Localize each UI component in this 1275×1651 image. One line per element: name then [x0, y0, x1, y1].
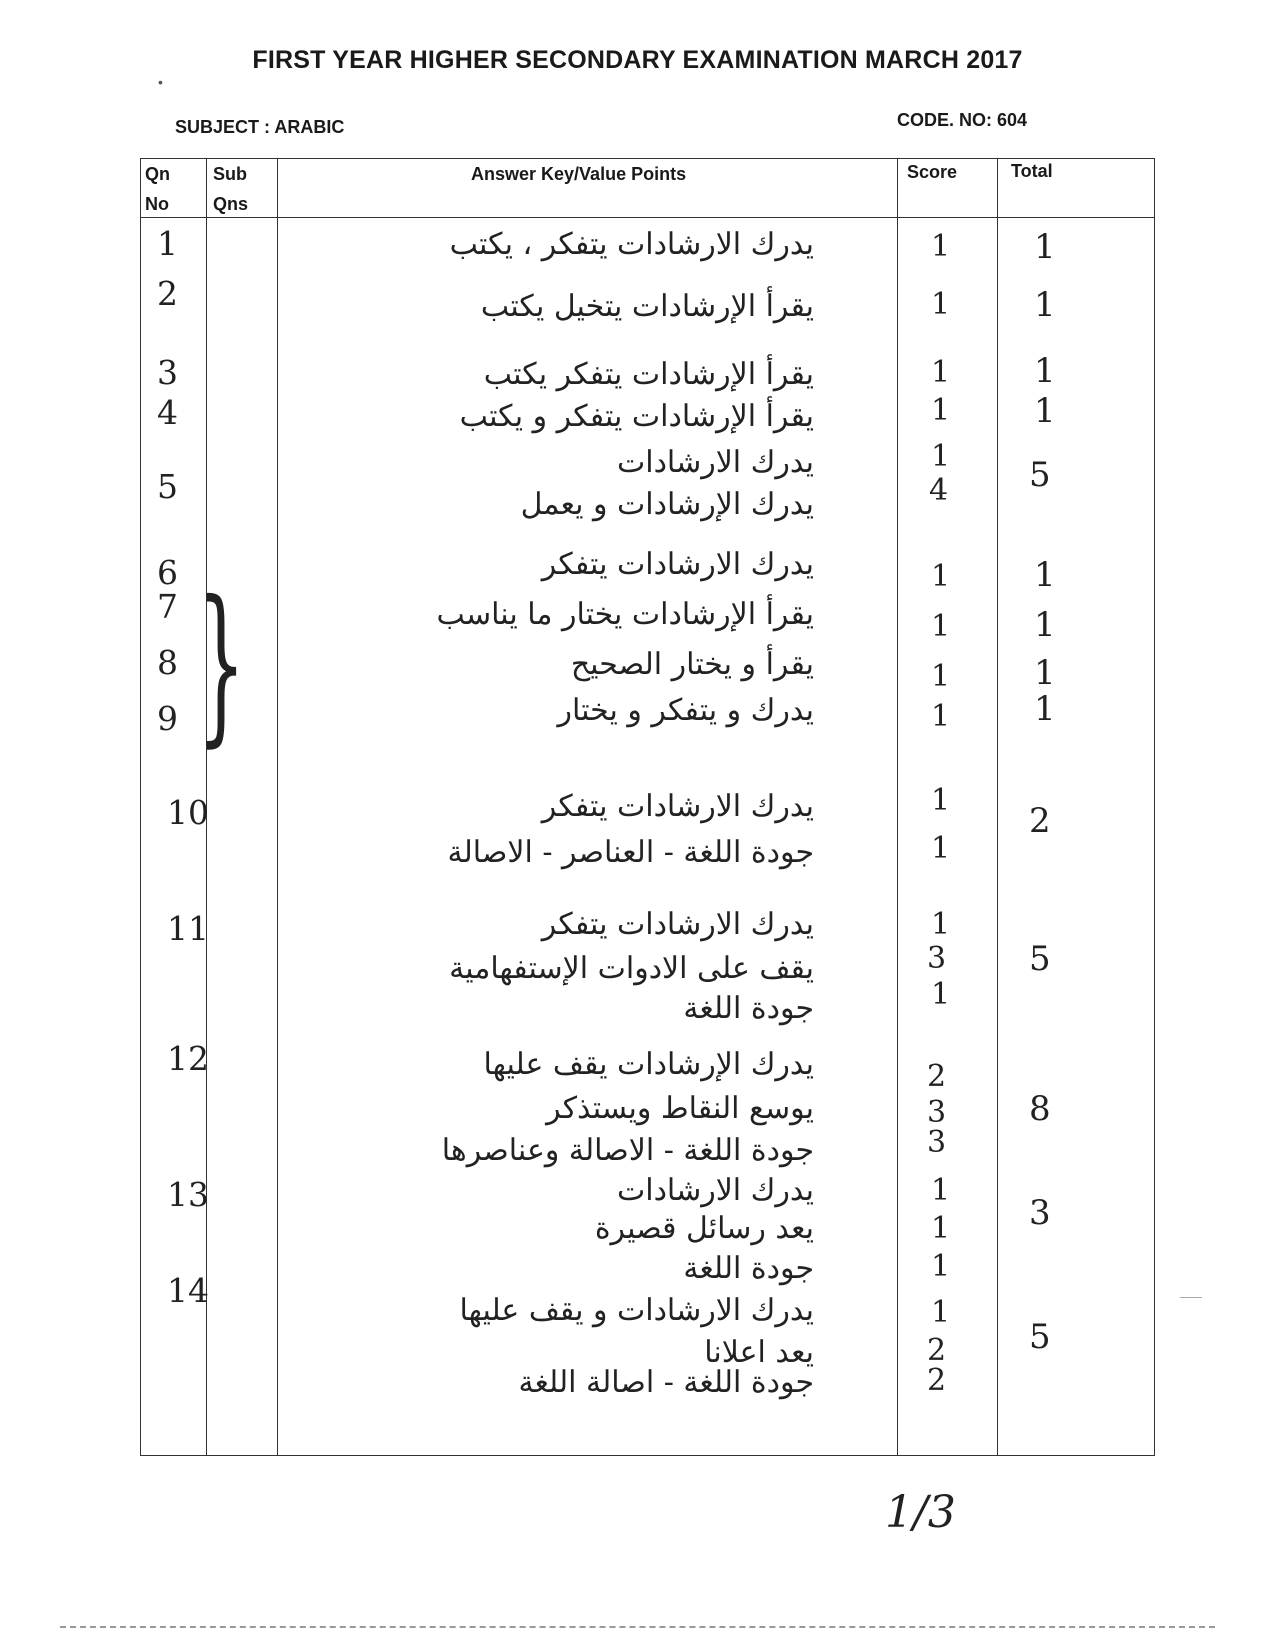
header-answer: Answer Key/Value Points: [471, 164, 687, 184]
qn-cell: 1: [157, 224, 178, 263]
answer-line: يقرأ الإرشادات يختار ما يناسب: [436, 597, 814, 632]
qn-cell: 9: [157, 699, 178, 738]
answer-line: يقرأ الإرشادات يتخيل يكتب: [480, 289, 814, 324]
answer-line: يدرك و يتفكر و يختار: [557, 693, 814, 728]
answer-line: يدرك الارشادات و يقف عليها: [459, 1293, 814, 1328]
qn-cell: 3: [157, 353, 178, 392]
score-cell: 4: [929, 473, 949, 508]
answer-line: يعد رسائل قصيرة: [594, 1211, 814, 1246]
col-divider: [897, 159, 898, 1455]
answer-line: يدرك الارشادات يتفكر: [541, 547, 814, 582]
qn-cell: 7: [157, 587, 178, 626]
score-cell: 1: [931, 659, 951, 694]
total-cell: 2: [1029, 801, 1051, 841]
answer-line: يدرك الارشادات: [617, 445, 814, 480]
bottom-scan-edge: [60, 1626, 1215, 1628]
total-cell: 1: [1034, 653, 1056, 693]
qn-cell: 11: [167, 909, 209, 948]
grouping-brace: }: [197, 565, 246, 763]
qn-cell: 12: [167, 1039, 209, 1078]
answer-line: يعد اعلانا: [704, 1335, 814, 1370]
col-divider: [277, 159, 278, 1455]
score-cell: 2: [927, 1059, 947, 1094]
total-cell: 1: [1034, 227, 1056, 267]
scan-mark: •: [158, 74, 163, 90]
total-cell: 5: [1029, 1317, 1051, 1357]
qn-cell: 14: [167, 1271, 209, 1310]
score-cell: 1: [931, 229, 951, 264]
total-cell: 1: [1034, 689, 1056, 729]
answer-line: يدرك الارشادات: [617, 1173, 814, 1208]
score-cell: 1: [931, 699, 951, 734]
header-qn: Qn No: [145, 164, 170, 214]
score-cell: 1: [931, 355, 951, 390]
answer-line: جودة اللغة - اصالة اللغة: [518, 1365, 814, 1400]
header-total: Total: [1011, 161, 1053, 181]
total-cell: 1: [1034, 555, 1056, 595]
answer-line: يقف على الادوات الإستفهامية: [449, 951, 814, 986]
score-cell: 3: [927, 941, 947, 976]
answer-key-table: [140, 158, 1155, 1456]
qn-cell: 5: [157, 467, 178, 506]
score-cell: 1: [931, 831, 951, 866]
page-number: 1/3: [885, 1487, 956, 1538]
header-divider: [141, 217, 1154, 218]
answer-line: يدرك الارشادات يتفكر: [541, 789, 814, 824]
answer-line: جودة اللغة - الاصالة وعناصرها: [441, 1133, 814, 1168]
score-cell: 1: [931, 287, 951, 322]
answer-line: يوسع النقاط ويستذكر: [546, 1091, 814, 1126]
answer-line: يدرك الإرشادات و يعمل: [520, 487, 814, 522]
score-cell: 1: [931, 1211, 951, 1246]
score-cell: 1: [931, 609, 951, 644]
answer-line: جودة اللغة - العناصر - الاصالة: [447, 835, 814, 870]
total-cell: 1: [1034, 391, 1056, 431]
qn-cell: 2: [157, 274, 178, 313]
qn-cell: 6: [157, 553, 178, 592]
qn-cell: 4: [157, 393, 178, 432]
answer-line: يدرك الارشادات يتفكر: [541, 907, 814, 942]
answer-line: جودة اللغة: [683, 1251, 814, 1286]
score-cell: 1: [931, 393, 951, 428]
qn-cell: 8: [157, 643, 178, 682]
total-cell: 1: [1034, 285, 1056, 325]
score-cell: 3: [927, 1095, 947, 1130]
total-cell: 8: [1029, 1089, 1051, 1129]
subject-label: SUBJECT : ARABIC: [175, 117, 345, 137]
col-divider: [997, 159, 998, 1455]
score-cell: 1: [931, 783, 951, 818]
score-cell: 1: [931, 1295, 951, 1330]
answer-line: يقرأ و يختار الصحيح: [570, 647, 814, 682]
score-cell: 1: [931, 907, 951, 942]
score-cell: 1: [931, 559, 951, 594]
header-sub: Sub Qns: [213, 164, 249, 214]
qn-cell: 10: [167, 793, 209, 832]
score-cell: 2: [927, 1333, 947, 1368]
answer-line: جودة اللغة: [683, 991, 814, 1026]
answer-line: يدرك الارشادات يتفكر ، يكتب: [449, 227, 814, 262]
total-cell: 5: [1029, 455, 1051, 495]
score-cell: 1: [931, 977, 951, 1012]
answer-line: يقرأ الإرشادات يتفكر و يكتب: [459, 399, 814, 434]
score-cell: 1: [931, 439, 951, 474]
score-cell: 1: [931, 1249, 951, 1284]
exam-title: FIRST YEAR HIGHER SECONDARY EXAMINATION MARCH 2017: [252, 46, 1023, 74]
score-cell: 1: [931, 1173, 951, 1208]
total-cell: 3: [1029, 1193, 1051, 1233]
stray-mark: [1180, 1297, 1202, 1298]
code-label: CODE. NO: 604: [897, 110, 1028, 130]
total-cell: 1: [1034, 605, 1056, 645]
qn-cell: 13: [167, 1175, 209, 1214]
total-cell: 1: [1034, 351, 1056, 391]
score-cell: 3: [927, 1125, 947, 1160]
total-cell: 5: [1029, 939, 1051, 979]
answer-line: يقرأ الإرشادات يتفكر يكتب: [483, 357, 814, 392]
answer-line: يدرك الإرشادات يقف عليها: [483, 1047, 814, 1082]
header-score: Score: [907, 162, 958, 182]
score-cell: 2: [927, 1363, 947, 1398]
